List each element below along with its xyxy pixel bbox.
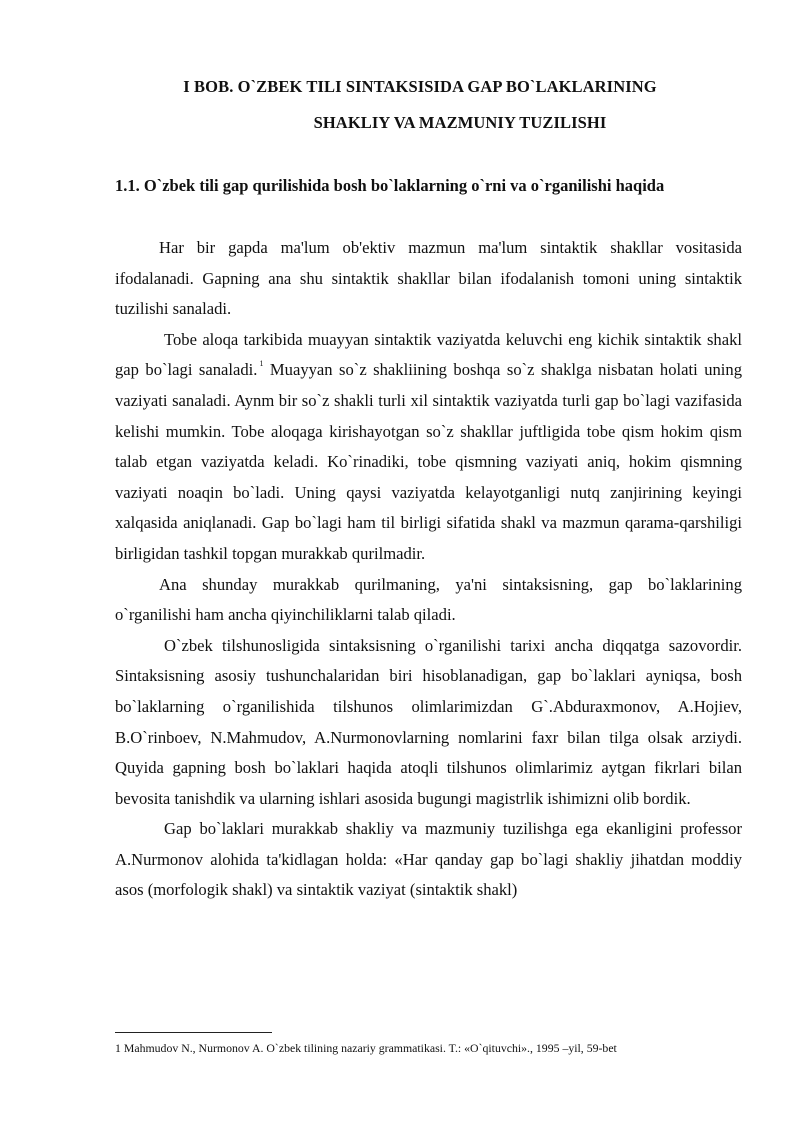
paragraph-5: Gap bo`laklari murakkab shakliy va mazmuniy tuzilishga ega ekanligini professor A.Nurmonov alohida ta'kidlagan holda: «Har qanday gap bo`lagi shakliy jihatdan moddiy asos (morfologik shakl) va sintaktik vaziyat (sintaktik shakl) [115, 819, 742, 900]
paragraph-4: O`zbek tilshunosligida sintaksisning o`rganilishi tarixi ancha diqqatga sazovordir. Sintaksisning asosiy tushunchalaridan biri hisoblanadigan, gap bo`laklari ayniqsa, bosh bo`laklarning o`rganilishida tilshunos olimlarimizdan G`.Abduraxmonov, A.Hojiev, B.O`rinboev, N.Mahmudov, A.Nurmonovlarning nomlarini faxr bilan tilga olsak arziydi. Quyida gapning bosh bo`laklari haqida atoqli tilshunos olimlarimiz aytgan fikrlari bilan bevosita tanishdik va ularning ishlari asosida bugungi magistrlik ishimizni olib bordik. [115, 635, 742, 808]
section-title: 1.1. O`zbek tili gap qurilishida bosh bo`laklarning o`rni va o`rganilishi haqida [115, 176, 665, 195]
chapter-title-line-2: SHAKLIY VA MAZMUNIY TUZILISHI [313, 113, 607, 132]
paragraph-2 [115, 325, 742, 570]
chapter-title-line-1: I BOB. O`ZBEK TILI SINTAKSISIDA GAP BO`LAKLARINING [183, 77, 657, 96]
footnote-reference[interactable]: 1 [259, 359, 264, 369]
body-text [115, 233, 742, 906]
paragraph-3: Ana shunday murakkab qurilmaning, ya'ni sintaksisning, gap bo`laklarining o`rganilishi ham ancha qiyinchiliklarni talab qiladi. [115, 574, 742, 625]
footnote-text: 1 Mahmudov N., Nurmonov A. O`zbek tilining nazariy grammatikasi. T.: «O`qituvchi»., 1995 –yil, 59-bet [115, 1041, 617, 1055]
paragraph-2-part-b: Muayyan so`z shakliining boshqa so`z shaklga nisbatan holati uning vaziyati sanaladi. Aynm bir so`z shakli turli xil sintaktik vaziyatda turli gap bo`lagi vazifasida kelishi mumkin. Tobe aloqaga kirishayotgan so`z shakllar juftligida tobe qism hokim qism talab etgan vaziyatda keladi. Ko`rinadiki, tobe qismning vaziyati aniq, hokim qismning vaziyati noaqin bo`ladi. Uning qaysi vaziyatda kelayotganligi nutq zanjirining keyingi xalqasida aniqlanadi. Gap bo`lagi ham til birligi sifatida shakl va mazmun qarama-qarshiligi birligidan tashkil topgan murakkab qurilmadir. [115, 360, 742, 563]
paragraph-2-part-a: Tobe aloqa tarkibida muayyan sintaktik vaziyatda keluvchi eng kichik sintaktik shakl gap bo`lagi sanaladi. [115, 329, 742, 380]
paragraph-1: Har bir gapda ma'lum ob'ektiv mazmun ma'lum sintaktik shakllar vositasida ifodalanadi. Gapning ana shu sintaktik shakllar bilan ifodalanish tomoni uning sintaktik tuzilishi sanaladi. [115, 238, 742, 319]
footnote-divider [115, 1032, 272, 1033]
